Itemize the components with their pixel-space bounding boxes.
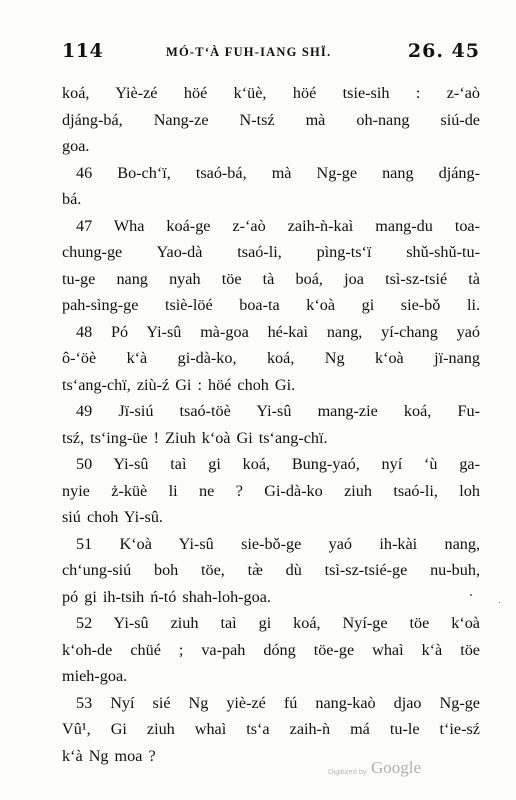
line-text: tsź, ts‘ing-üe ! Ziuh k‘oà Gi ts‘ang-chï. [62, 428, 328, 447]
line-text: pah-sìng-ge tsiè-löé boa-ta k‘oà gi sie-bǒ li. [62, 296, 480, 314]
text-line [62, 690, 480, 717]
line-text: tu-ge nang nyah töe tà boá, joa tsì-sz-tsié tà [62, 269, 480, 288]
digitized-by-label: Digitized by [328, 767, 367, 776]
line-text: 53 Nyí sié Ng yiè-zé fú nang-kaò djao Ng-ge [76, 693, 480, 712]
line-text: koá, Yiè-zé höé k‘üè, höé tsie-sih : z-‘aò [62, 84, 480, 102]
text-line [62, 239, 480, 266]
text-line [62, 160, 480, 187]
text-line [62, 425, 480, 452]
text-line [62, 319, 480, 346]
line-text: 51 K‘oà Yi-sû sie-bǒ-ge yaó ih-kài nang, [76, 534, 480, 553]
line-text: ch‘ung-siú boh töe, tæ̀ dù tsì-sz-tsié-ge nu-buh, [62, 561, 480, 579]
text-line [62, 637, 480, 664]
print-speck [499, 602, 500, 603]
line-text: ô-‘öè k‘à gi-dà-ko, koá, Ng k‘oà jï-nang [62, 349, 480, 367]
digitization-watermark [328, 758, 438, 780]
line-text: goa. [62, 137, 90, 155]
page-number: 114 [62, 40, 104, 62]
text-line [62, 610, 480, 637]
google-logo: Google [371, 758, 422, 777]
line-text: k‘à Ng moa ? [62, 746, 156, 765]
line-text: nyie ż-küè li ne ? Gi-dà-ko ziuh tsaó-li, loh [62, 481, 480, 500]
text-line [62, 213, 480, 240]
text-line [62, 80, 480, 107]
line-text: chung-ge Yao-dà tsaó-li, pìng-ts‘ï shǔ-shǔ-tu- [62, 243, 480, 261]
line-text: ts‘ang-chï, ziù-ź Gi : höé choh Gi. [62, 375, 296, 394]
line-text: 46 Bo-ch‘ï, tsaó-bá, mà Ng-ge nang djáng- [76, 163, 480, 182]
line-text: 49 Jï-siú tsaó-töè Yi-sû mang-zie koá, Fu- [76, 402, 480, 420]
line-text: k‘oh-de chüé ; va-pah dóng töe-ge whaì k‘à töe [62, 640, 480, 659]
text-line [62, 716, 480, 743]
line-text: 47 Wha koá-ge z-‘aò zaih-ǹ-kaì mang-du toa- [76, 216, 480, 235]
line-text: mieh-goa. [62, 667, 128, 685]
text-line [62, 372, 480, 399]
text-line [62, 292, 480, 319]
line-text: 48 Pó Yi-sû mà-goa hé-kaì nang, yí-chang yaó [76, 322, 480, 341]
text-line [62, 133, 480, 160]
chapter-verse: 26. 45 [407, 40, 480, 62]
text-line [62, 478, 480, 505]
line-text: Vû¹, Gi ziuh whaì ts‘a zaih-ǹ má tu-le t‘ie-sź [62, 720, 480, 738]
text-line [62, 557, 480, 584]
text-line [62, 531, 480, 558]
text-line [62, 345, 480, 372]
print-speck [470, 594, 472, 596]
page-body-text [62, 80, 480, 769]
text-line [62, 398, 480, 425]
running-title: MÓ-T‘À FUH-IANG SHÏ. [166, 45, 332, 59]
text-line [62, 186, 480, 213]
text-line [62, 107, 480, 134]
line-text: djáng-bá, Nang-ze N-tsź mà oh-nang siú-de [62, 110, 480, 129]
line-text: bá. [62, 190, 82, 208]
page-header [62, 40, 480, 66]
text-line [62, 663, 480, 690]
text-line [62, 504, 480, 531]
line-text: 52 Yi-sû ziuh taì gi koá, Nyí-ge töe k‘oà [76, 614, 480, 632]
line-text: siú choh Yi-sû. [62, 508, 163, 526]
text-line [62, 266, 480, 293]
text-line [62, 451, 480, 478]
line-text: pó gi ih-tsih ń-tó shah-loh-goa. [62, 587, 271, 606]
text-line [62, 584, 480, 611]
line-text: 50 Yi-sû taì gi koá, Bung-yaó, nyí ‘ù ga- [76, 455, 480, 473]
